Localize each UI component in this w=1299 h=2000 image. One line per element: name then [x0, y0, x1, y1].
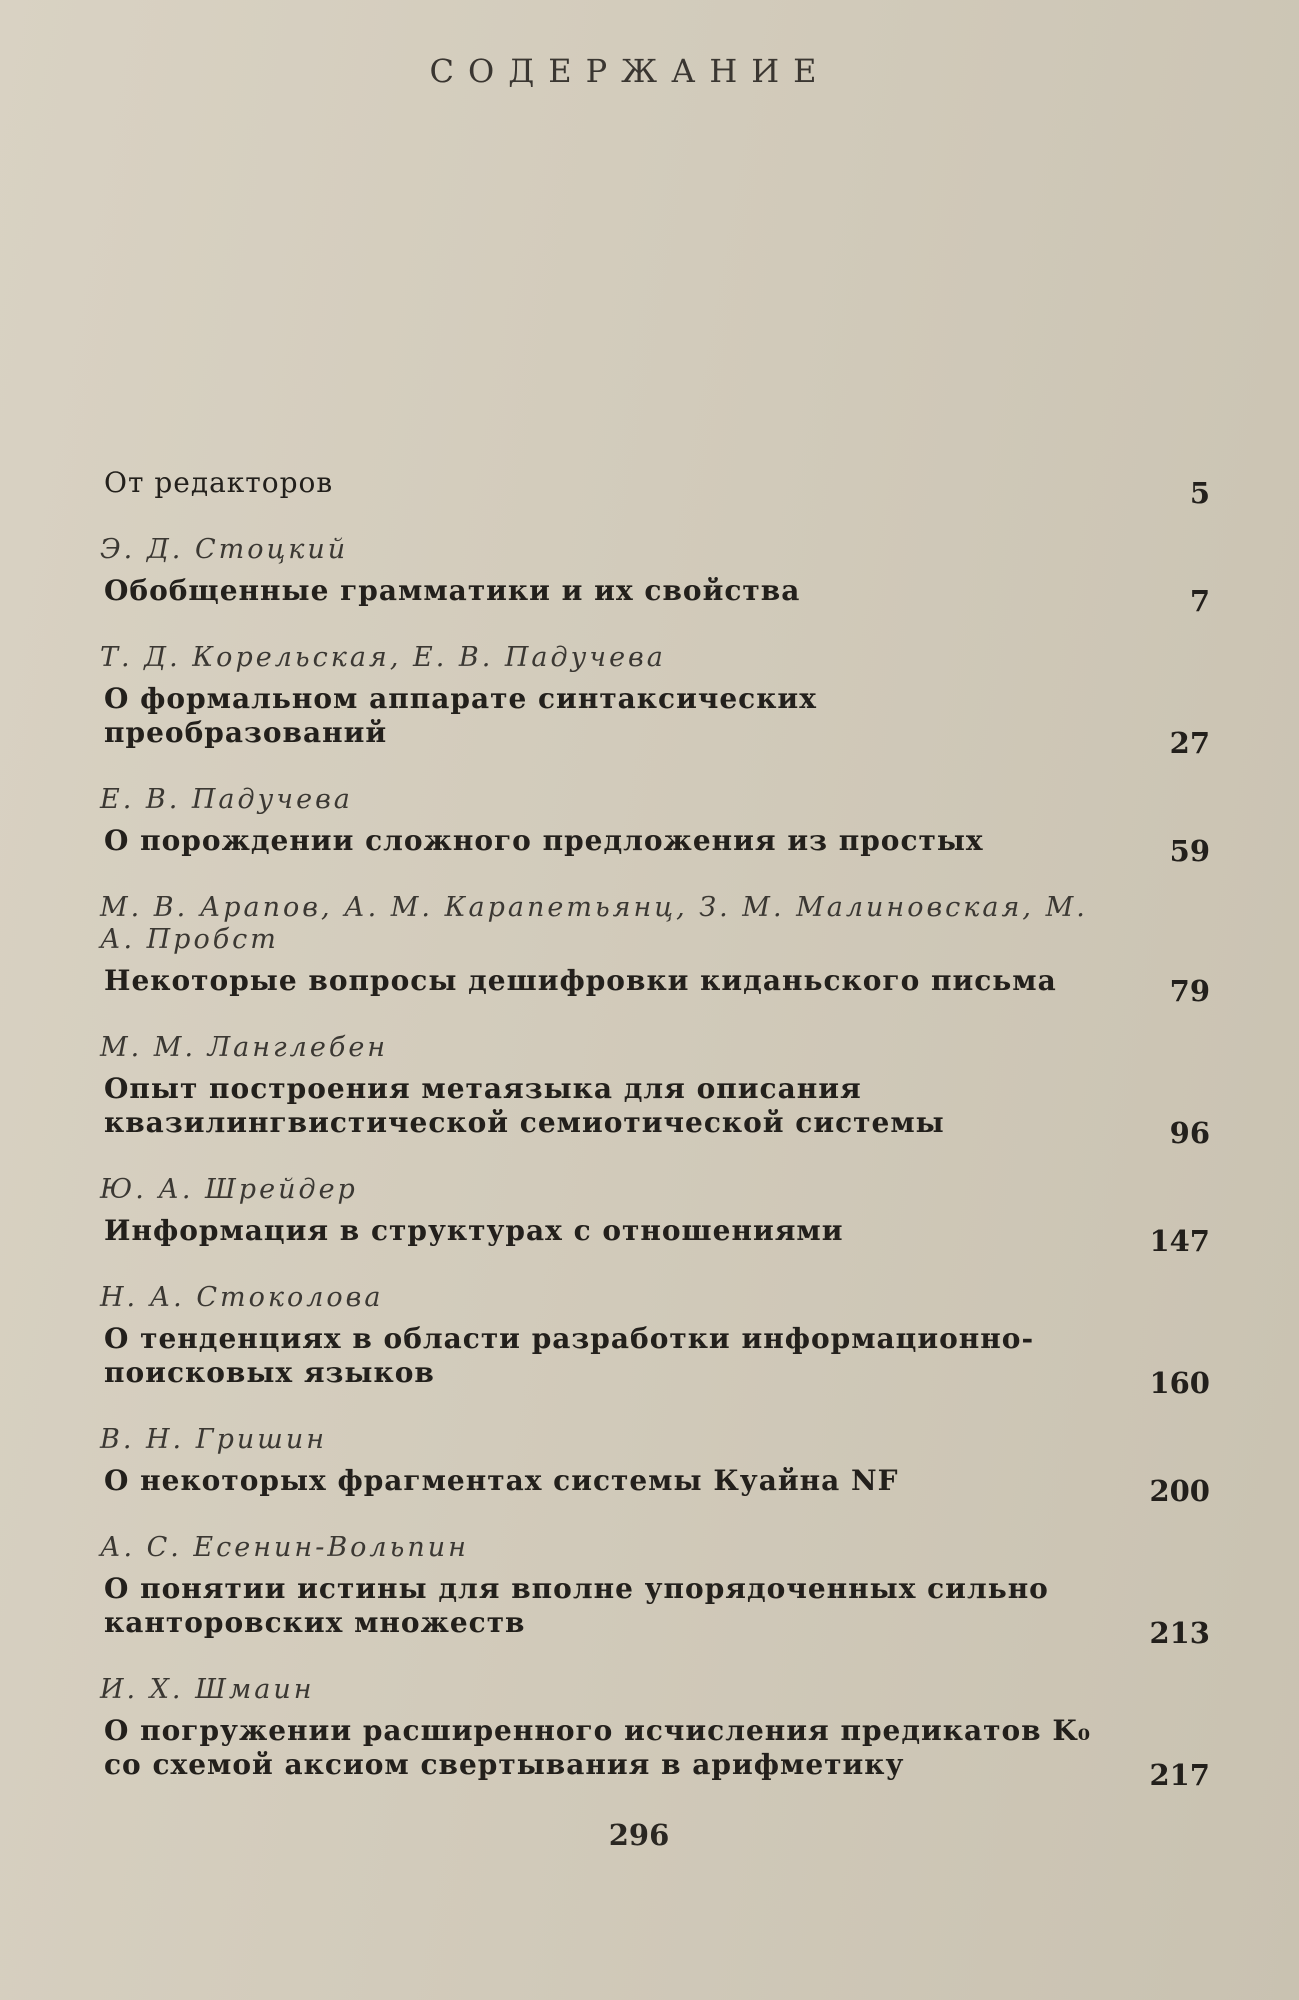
toc-entry [100, 1532, 1210, 1650]
entry-page-number: 213 [1149, 1616, 1210, 1650]
toc-entry [100, 466, 1210, 510]
entry-title: О порождении сложного предложения из простых [104, 824, 984, 857]
toc-entry [100, 1282, 1210, 1400]
entry-page-number: 217 [1149, 1758, 1210, 1792]
entry-title: От редакторов [104, 466, 334, 499]
entry-page-number: 5 [1189, 476, 1210, 510]
toc-entry [100, 784, 1210, 868]
entry-page-number: 7 [1189, 584, 1210, 618]
entry-page-number: 59 [1169, 834, 1210, 868]
entry-page-number: 27 [1169, 726, 1210, 760]
entry-page-number: 200 [1149, 1474, 1210, 1508]
entry-author: М. В. Арапов, А. М. Карапетьянц, З. М. Малиновская, М. А. Пробст [100, 892, 1088, 955]
entry-title: О погружении расширенного исчисления предикатов K₀ со схемой аксиом свертывания в арифметику [104, 1714, 1091, 1781]
toc-entry [100, 892, 1210, 1008]
entry-author: Ю. А. Шрейдер [100, 1174, 358, 1205]
entry-page-number: 160 [1149, 1366, 1210, 1400]
table-of-contents [100, 466, 1210, 1792]
toc-entry [100, 1674, 1210, 1792]
toc-entry [100, 1174, 1210, 1258]
entry-title: Опыт построения метаязыка для описания квазилингвистической семиотической системы [104, 1072, 945, 1139]
entry-author: Т. Д. Корельская, Е. В. Падучева [100, 642, 666, 673]
toc-entry [100, 1424, 1210, 1508]
entry-title: О формальном аппарате синтаксических преобразований [104, 682, 817, 749]
entry-author: М. М. Ланглебен [100, 1032, 389, 1063]
entry-author: И. Х. Шмаин [100, 1674, 315, 1705]
entry-author: А. С. Есенин-Вольпин [100, 1532, 469, 1563]
entry-title: Обобщенные грамматики и их свойства [104, 574, 801, 607]
toc-entry [100, 1032, 1210, 1150]
entry-author: В. Н. Гришин [100, 1424, 328, 1455]
entry-title: О некоторых фрагментах системы Куайна NF [104, 1464, 899, 1497]
entry-page-number: 147 [1149, 1224, 1210, 1258]
entry-page-number: 96 [1169, 1116, 1210, 1150]
entry-author: Э. Д. Стоцкий [100, 534, 349, 565]
entry-page-number: 79 [1169, 974, 1210, 1008]
entry-title: О тенденциях в области разработки информационно-поисковых языков [104, 1322, 1035, 1389]
entry-title: О понятии истины для вполне упорядоченных сильно канторовских множеств [104, 1572, 1049, 1639]
toc-entry [100, 642, 1210, 760]
entry-title: Некоторые вопросы дешифровки киданьского письма [104, 964, 1057, 997]
entry-author: Е. В. Падучева [100, 784, 353, 815]
toc-entry [100, 534, 1210, 618]
entry-title: Информация в структурах с отношениями [104, 1214, 844, 1247]
folio-page-number: 296 [608, 1818, 670, 1852]
contents-heading: СОДЕРЖАНИЕ [429, 52, 831, 90]
entry-author: Н. А. Стоколова [100, 1282, 384, 1313]
